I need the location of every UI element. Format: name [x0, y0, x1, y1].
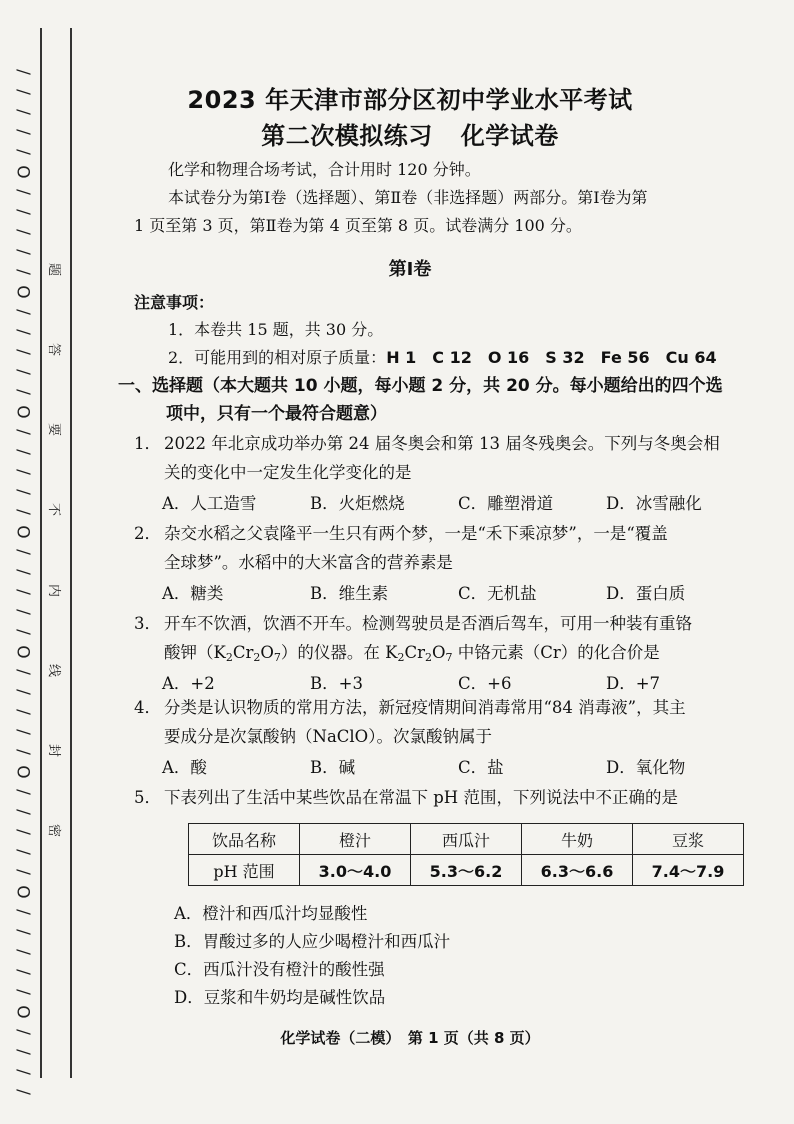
seal-label: 题 [46, 262, 62, 277]
binding-mark: O [12, 645, 33, 659]
subtitle-subject: 化学试卷 [460, 122, 559, 150]
binding-mark: / [12, 709, 33, 715]
binding-mark: / [12, 149, 33, 155]
binding-mark: / [12, 249, 33, 255]
table-cell: 橙汁 [300, 824, 411, 855]
binding-mark: / [12, 589, 33, 595]
question-number: 2． [134, 524, 161, 543]
binding-mark: / [12, 89, 33, 95]
seal-label: 密 [46, 823, 62, 837]
seal-label: 答 [46, 343, 62, 357]
binding-mark: / [12, 969, 33, 975]
option-d[interactable]: D．氧化物 [606, 758, 686, 777]
option-b[interactable]: B．+3 [310, 674, 363, 693]
binding-mark: / [12, 1089, 33, 1095]
binding-mark: / [12, 449, 33, 455]
binding-mark: / [12, 689, 33, 695]
binding-mark: / [12, 229, 33, 235]
part-1-heading [118, 372, 773, 428]
table-header-row [189, 824, 744, 855]
option-b[interactable]: B．火炬燃烧 [310, 494, 405, 513]
question-4-options [162, 754, 772, 778]
option-d[interactable]: D．蛋白质 [606, 584, 686, 603]
intro-line-3: 1 页至第 3 页，第Ⅱ卷为第 4 页至第 8 页。试卷满分 100 分。 [134, 216, 582, 235]
binding-mark: / [12, 809, 33, 815]
binding-mark: / [12, 929, 33, 935]
question-1 [134, 429, 770, 487]
binding-mark: O [12, 165, 33, 179]
seal-label-column [43, 260, 69, 840]
question-2 [134, 519, 770, 577]
binding-mark: / [12, 349, 33, 355]
notes-title: 注意事项： [134, 293, 215, 312]
binding-mark: / [12, 429, 33, 435]
question-number: 3． [134, 614, 161, 633]
part-1-line-1: 一、选择题（本大题共 10 小题，每小题 2 分，共 20 分。每小题给出的四个选 [118, 376, 723, 396]
binding-mark: / [12, 989, 33, 995]
question-stem-line-2: 全球梦”。水稻中的大米富含的营养素是 [164, 553, 453, 572]
subtitle-practice: 第二次模拟练习 [261, 122, 433, 150]
binding-mark: / [12, 909, 33, 915]
binding-mark: / [12, 1069, 33, 1075]
exam-title: 2023 年天津市部分区初中学业水平考试 [187, 86, 633, 114]
seal-label: 要 [46, 423, 62, 437]
binding-mark: / [12, 509, 33, 515]
binding-mark: / [12, 729, 33, 735]
question-4 [134, 693, 770, 751]
seal-label: 封 [46, 743, 62, 757]
question-3-options [162, 670, 772, 694]
option-d[interactable]: D．豆浆和牛奶均是碱性饮品 [174, 988, 386, 1007]
atomic-masses: H 1 C 12 O 16 S 32 Fe 56 Cu 64 [386, 348, 717, 367]
option-c[interactable]: C．盐 [458, 758, 504, 777]
binding-mark: / [12, 489, 33, 495]
table-cell: 西瓜汁 [411, 824, 522, 855]
question-stem-line-1: 分类是认识物质的常用方法，新冠疫情期间消毒常用“84 消毒液”，其主 [164, 698, 686, 717]
question-number: 1． [134, 434, 161, 453]
binding-mark: / [12, 269, 33, 275]
section-title: 第Ⅰ卷 [388, 259, 432, 280]
option-d[interactable]: D．+7 [606, 674, 661, 693]
binding-mark: / [12, 69, 33, 75]
intro-line-1: 化学和物理合场考试，合计用时 120 分钟。 [168, 160, 481, 179]
table-row [189, 855, 744, 886]
option-b[interactable]: B．胃酸过多的人应少喝橙汁和西瓜汁 [174, 932, 451, 951]
page-footer: 化学试卷（二模） 第 1 页（共 8 页） [280, 1029, 540, 1047]
option-a[interactable]: A．人工造雪 [162, 494, 257, 513]
binding-mark: O [12, 765, 33, 779]
binding-dash-column [10, 62, 36, 1095]
seal-label: 线 [46, 663, 62, 677]
table-cell: 饮品名称 [189, 824, 300, 855]
question-stem-line-1: 2022 年北京成功举办第 24 届冬奥会和第 13 届冬残奥会。下列与冬奥会相 [164, 434, 720, 453]
table-cell: 豆浆 [633, 824, 744, 855]
note-2-prefix: 2．可能用到的相对原子质量： [168, 348, 387, 367]
binding-mark: / [12, 109, 33, 115]
table-cell: 牛奶 [522, 824, 633, 855]
intro-line-2: 本试卷分为第Ⅰ卷（选择题）、第Ⅱ卷（非选择题）两部分。第Ⅰ卷为第 [168, 188, 648, 207]
binding-mark: / [12, 389, 33, 395]
question-stem-line-1: 下表列出了生活中某些饮品在常温下 pH 范围，下列说法中不正确的是 [164, 788, 678, 807]
question-2-options [162, 580, 772, 604]
question-number: 4． [134, 698, 161, 717]
question-5 [134, 783, 770, 812]
table-cell: 5.3～6.2 [411, 855, 522, 886]
binding-mark: O [12, 885, 33, 899]
part-1-line-2: 项中，只有一个最符合题意） [166, 404, 387, 424]
binding-mark: / [12, 209, 33, 215]
binding-mark: O [12, 1005, 33, 1019]
table-cell: 7.4～7.9 [633, 855, 744, 886]
binding-line-left [40, 28, 42, 1078]
option-b[interactable]: B．碱 [310, 758, 356, 777]
question-stem-line-2: 关的变化中一定发生化学变化的是 [164, 463, 412, 482]
binding-mark: O [12, 285, 33, 299]
binding-mark: / [12, 129, 33, 135]
binding-mark: O [12, 525, 33, 539]
option-c[interactable]: C．+6 [458, 674, 512, 693]
exam-subtitle [120, 116, 700, 151]
binding-mark: / [12, 829, 33, 835]
table-cell: 3.0～4.0 [300, 855, 411, 886]
option-c[interactable]: C．无机盐 [458, 584, 537, 603]
binding-mark: / [12, 789, 33, 795]
binding-mark: / [12, 1029, 33, 1035]
seal-label: 内 [46, 583, 62, 597]
binding-mark: / [12, 549, 33, 555]
table-cell: pH 范围 [189, 855, 300, 886]
option-d[interactable]: D．冰雪融化 [606, 494, 702, 513]
question-stem-line-2: 要成分是次氯酸钠（NaClO）。次氯酸钠属于 [164, 727, 492, 746]
ph-table [188, 823, 744, 886]
option-a[interactable]: A．酸 [162, 758, 207, 777]
question-1-options [162, 490, 772, 514]
option-b[interactable]: B．维生素 [310, 584, 389, 603]
binding-mark: / [12, 369, 33, 375]
option-c[interactable]: C．雕塑滑道 [458, 494, 554, 513]
note-2 [168, 345, 768, 371]
binding-mark: / [12, 189, 33, 195]
binding-mark: / [12, 569, 33, 575]
question-stem-line-1: 开车不饮酒，饮酒不开车。检测驾驶员是否酒后驾车，可用一种装有重铬 [164, 614, 692, 633]
binding-mark: / [12, 469, 33, 475]
binding-mark: / [12, 949, 33, 955]
binding-mark: / [12, 329, 33, 335]
question-stem-line-1: 杂交水稻之父袁隆平一生只有两个梦，一是“禾下乘凉梦”，一是“覆盖 [164, 524, 668, 543]
binding-mark: / [12, 849, 33, 855]
option-a[interactable]: A．糖类 [162, 584, 224, 603]
question-stem-line-2: 酸钾$(K_2Cr_2O_7)$的仪器。在 $K_2Cr_2O_7$ 中铬元素（Cr）的化合价是 [164, 643, 660, 664]
question-3 [134, 609, 770, 672]
question-number: 5． [134, 788, 161, 807]
binding-line-right [70, 28, 72, 1078]
option-c[interactable]: C．西瓜汁没有橙汁的酸性强 [174, 960, 385, 979]
binding-mark: / [12, 609, 33, 615]
option-a[interactable]: A．+2 [162, 674, 215, 693]
binding-mark: / [12, 629, 33, 635]
note-1: 1．本卷共 15 题，共 30 分。 [168, 320, 384, 339]
binding-mark: / [12, 309, 33, 315]
binding-mark: O [12, 405, 33, 419]
binding-margin [0, 0, 80, 1124]
binding-mark: / [12, 869, 33, 875]
binding-mark: / [12, 749, 33, 755]
option-a[interactable]: A．橙汁和西瓜汁均显酸性 [174, 904, 368, 923]
table-cell: 6.3～6.6 [522, 855, 633, 886]
binding-mark: / [12, 1049, 33, 1055]
seal-label: 不 [46, 503, 62, 517]
binding-mark: / [12, 669, 33, 675]
